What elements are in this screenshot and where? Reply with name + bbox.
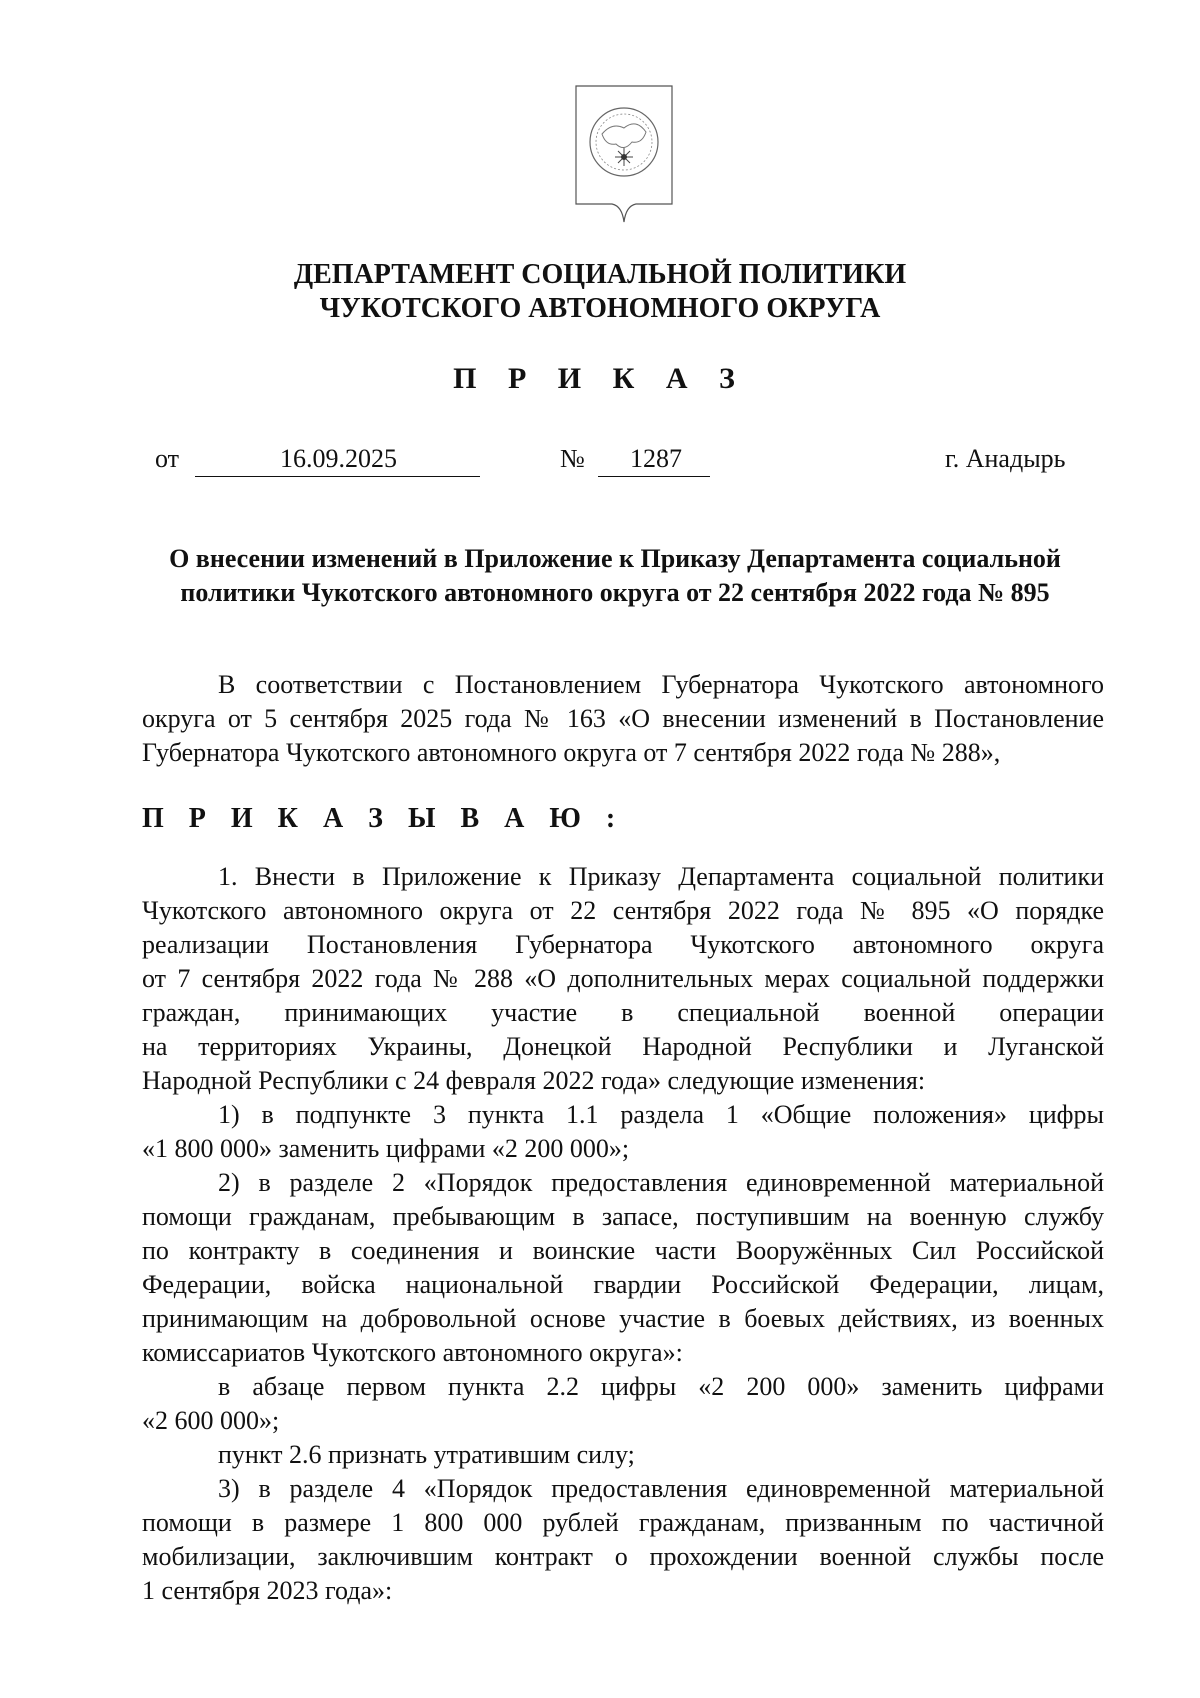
subject-line-2: политики Чукотского автономного округа от 22 сентября 2022 года № 895 [180,578,1050,607]
sub3-line: помощи в размере 1 800 000 рублей гражданам, призванным по частичной [142,1508,1104,1537]
item1-line: на территориях Украины, Донецкой Народной Республики и Луганской [142,1032,1104,1061]
sub3-line: мобилизации, заключившим контракт о прохождении военной службы после [142,1542,1104,1571]
sub1-line: 1) в подпункте 3 пункта 1.1 раздела 1 «Общие положения» цифры [218,1100,1104,1129]
sub1-line: «1 800 000» заменить цифрами «2 200 000»; [142,1134,630,1163]
department-line-2: ЧУКОТСКОГО АВТОНОМНОГО ОКРУГА [319,293,881,324]
sub2-line: помощи гражданам, пребывающим в запасе, поступившим на военную службу [142,1202,1104,1231]
document-type-title: П Р И К А З [453,362,747,395]
item1-line: реализации Постановления Губернатора Чукотского автономного округа [142,930,1104,959]
department-line-1: ДЕПАРТАМЕНТ СОЦИАЛЬНОЙ ПОЛИТИКИ [293,259,907,290]
order-subject [140,542,1090,610]
sub2b-line: пункт 2.6 признать утратившим силу; [218,1440,635,1469]
order-date: 16.09.2025 [280,444,397,473]
basis-line: Губернатора Чукотского автономного округа от 7 сентября 2022 года № 288», [142,738,1001,767]
basis-paragraph [142,668,1104,770]
number-underline [598,476,710,477]
sub2-line: принимающим на добровольной основе участие в боевых действиях, из военных [142,1304,1104,1333]
coat-of-arms-icon [572,82,676,234]
sub2a-line: в абзаце первом пункта 2.2 цифры «2 200 000» заменить цифрами [218,1372,1104,1401]
order-meta-row [0,444,1200,484]
order-place: г. Анадырь [945,444,1066,473]
date-underline [195,476,480,477]
sub2-line: по контракту в соединения и воинские части Вооружённых Сил Российской [142,1236,1104,1265]
sub2a-line: «2 600 000»; [142,1406,280,1435]
sub3-line: 1 сентября 2023 года»: [142,1576,393,1605]
basis-line: В соответствии с Постановлением Губернатора Чукотского автономного [218,670,1104,699]
basis-line: округа от 5 сентября 2025 года № 163 «О внесении изменений в Постановление [142,704,1104,733]
subject-line-1: О внесении изменений в Приложение к Приказу Департамента социальной [169,544,1061,573]
item1-line: 1. Внести в Приложение к Приказу Департамента социальной политики [218,862,1104,891]
date-prefix: от [155,444,180,473]
department-title [0,258,1200,326]
item1-line: Народной Республики с 24 февраля 2022 года» следующие изменения: [142,1066,926,1095]
order-keyword: П Р И К А З Ы В А Ю : [142,803,625,834]
item1-line: Чукотского автономного округа от 22 сентября 2022 года № 895 «О порядке [142,896,1104,925]
item1-line: граждан, принимающих участие в специальной военной операции [142,998,1104,1027]
order-body [142,860,1104,1608]
sub2-line: 2) в разделе 2 «Порядок предоставления единовременной материальной [218,1168,1104,1197]
sub2-line: Федерации, войска национальной гвардии Российской Федерации, лицам, [142,1270,1104,1299]
number-prefix: № [560,444,585,473]
sub2-line: комиссариатов Чукотского автономного округа»: [142,1338,683,1367]
item1-line: от 7 сентября 2022 года № 288 «О дополнительных мерах социальной поддержки [142,964,1104,993]
sub3-line: 3) в разделе 4 «Порядок предоставления единовременной материальной [218,1474,1104,1503]
order-number: 1287 [630,444,682,473]
